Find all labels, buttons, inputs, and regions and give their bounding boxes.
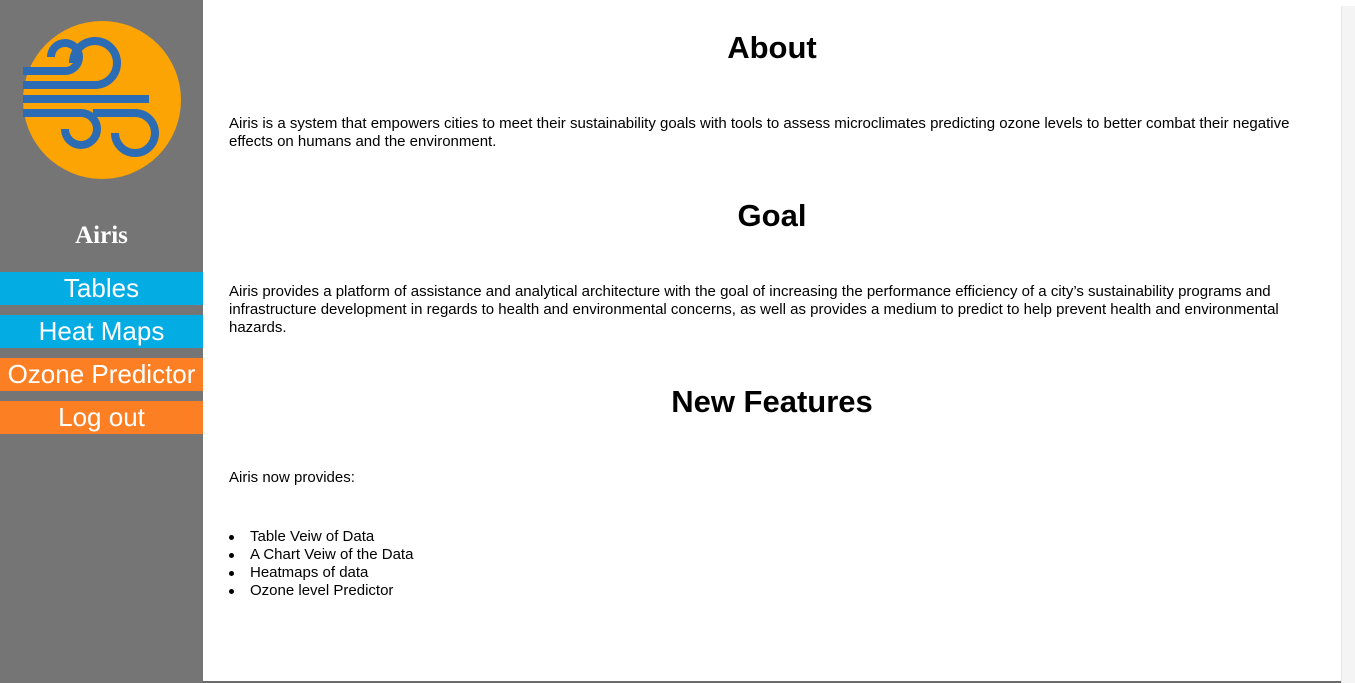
nav-tables[interactable]: Tables xyxy=(0,272,203,305)
nav-heat-maps[interactable]: Heat Maps xyxy=(0,315,203,348)
list-item-label: A Chart Veiw of the Data xyxy=(250,546,414,563)
bullet-icon xyxy=(229,571,234,576)
goal-heading: Goal xyxy=(737,198,807,233)
sidebar xyxy=(0,0,203,683)
features-intro: Airis now provides: xyxy=(229,469,355,486)
list-item xyxy=(229,546,1315,564)
list-item xyxy=(229,582,1315,600)
nav-ozone-predictor[interactable]: Ozone Predictor xyxy=(0,358,203,391)
list-item xyxy=(229,528,1315,546)
list-item-label: Heatmaps of data xyxy=(250,564,369,581)
bullet-icon xyxy=(229,535,234,540)
scrollbar[interactable] xyxy=(1341,6,1355,683)
list-item-label: Table Veiw of Data xyxy=(250,528,375,545)
about-text: Airis is a system that empowers cities to meet their sustainability goals with tools to assess microclimates predicting ozone levels to better combat their negative effects on humans and the environment. xyxy=(229,115,1290,150)
nav-log-out[interactable]: Log out xyxy=(0,401,203,434)
features-heading: New Features xyxy=(671,384,873,419)
about-heading: About xyxy=(727,30,817,65)
bullet-icon xyxy=(229,589,234,594)
brand-name: Airis xyxy=(75,222,128,249)
list-item-label: Ozone level Predictor xyxy=(250,582,394,599)
wind-icon xyxy=(23,21,181,179)
features-list xyxy=(229,528,1315,600)
bullet-icon xyxy=(229,553,234,558)
list-item xyxy=(229,564,1315,582)
goal-text: Airis provides a platform of assistance and analytical architecture with the goal of increasing the performance efficiency of a city’s sustainability programs and infrastructure development in regards to health and environmental concerns, as well as provides a medium to predict to help prevent health and environmental hazards. xyxy=(229,283,1279,336)
